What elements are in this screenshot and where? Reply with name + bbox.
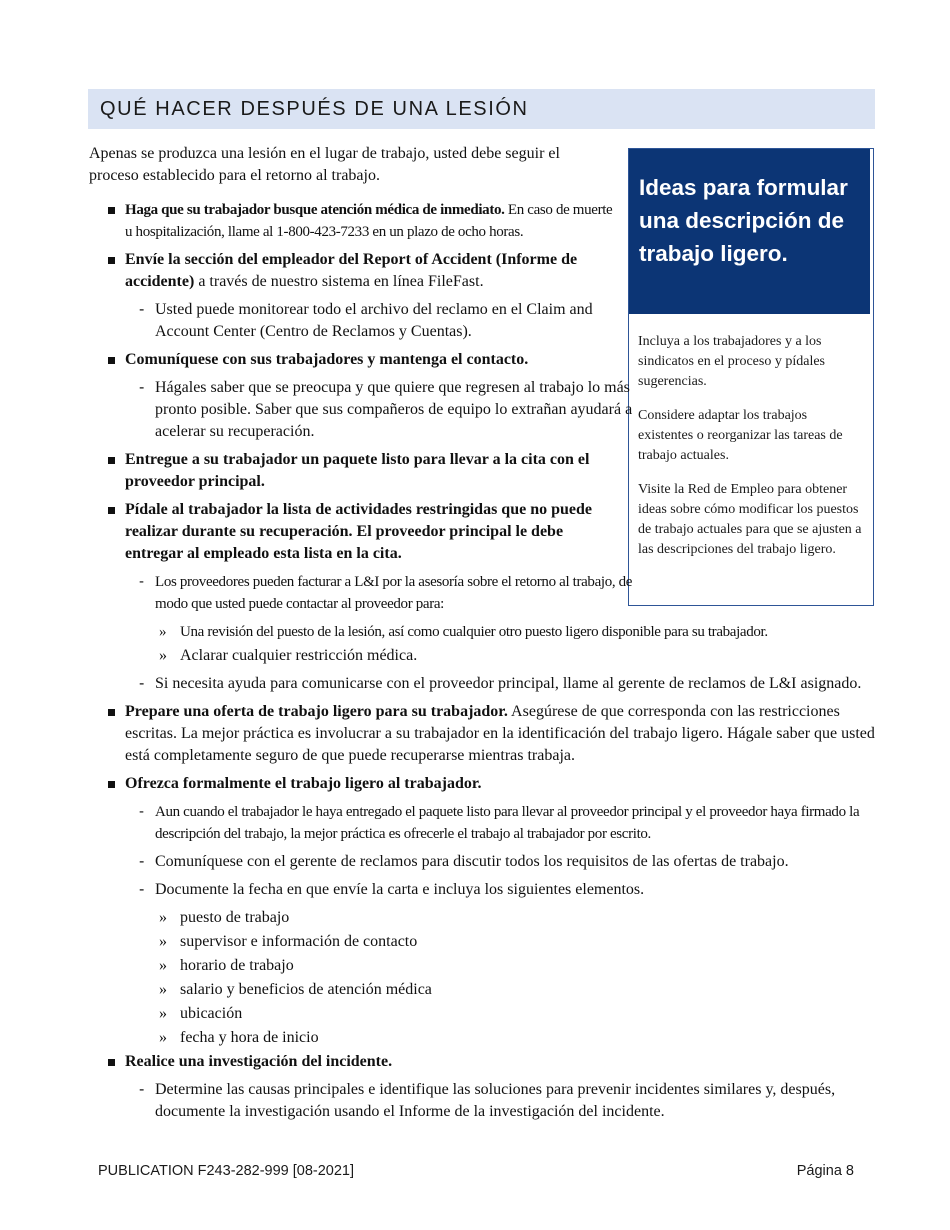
sub-sub-list-text: Aclarar cualquier restricción médica. <box>180 647 418 664</box>
sub-sub-list-text: salario y beneficios de atención médica <box>180 981 432 998</box>
sub-list-text: Los proveedores pueden facturar a L&I por la asesoría sobre el retorno al trabajo, de modo que usted puede contactar al proveedor para: <box>155 574 633 612</box>
list-item-bold: Haga que su trabajador busque atención médica de inmediato. <box>125 202 505 218</box>
page-number: Página 8 <box>796 1163 854 1179</box>
dash-icon: - <box>139 573 144 590</box>
dash-icon: - <box>139 803 144 820</box>
arrow-icon: » <box>159 1005 167 1022</box>
section-header <box>88 89 875 129</box>
list-item <box>105 1051 885 1073</box>
list-item <box>105 499 615 565</box>
arrow-icon: » <box>159 909 167 926</box>
arrow-icon: » <box>159 624 167 640</box>
list-item <box>105 773 885 795</box>
sub-sub-list-item <box>105 621 885 643</box>
list-item <box>105 249 615 293</box>
page-footer <box>98 1163 854 1179</box>
dash-icon: - <box>139 675 145 692</box>
sidebar-paragraph: Visite la Red de Empleo para obtener ideas sobre cómo modificar los puestos de trabajo actuales para que se ajusten a las descripciones del trabajo ligero. <box>638 482 862 557</box>
sub-list-item <box>105 571 645 615</box>
sub-sub-list-item <box>105 955 885 977</box>
bullet-icon <box>108 257 115 264</box>
list-item-bold: Realice una investigación del incidente. <box>125 1053 393 1070</box>
sub-list-text: Si necesita ayuda para comunicarse con el proveedor principal, llame al gerente de reclamos de L&I asignado. <box>155 675 862 692</box>
sub-list-text: Usted puede monitorear todo el archivo del reclamo en el Claim and Account Center (Centro de Reclamos y Cuentas). <box>155 301 593 340</box>
bullet-icon <box>108 507 115 514</box>
bullet-icon <box>108 207 115 214</box>
sub-list-text: Comuníquese con el gerente de reclamos para discutir todos los requisitos de las ofertas de trabajo. <box>155 853 789 870</box>
bullet-icon <box>108 781 115 788</box>
sub-sub-list-item <box>105 1003 885 1025</box>
sub-sub-list-text: puesto de trabajo <box>180 909 290 926</box>
bullet-icon <box>108 357 115 364</box>
list-item-bold: Entregue a su trabajador un paquete listo para llevar a la cita con el proveedor principal. <box>125 451 590 490</box>
dash-icon: - <box>139 379 145 396</box>
intro-paragraph: Apenas se produzca una lesión en el lugar de trabajo, usted debe seguir el proceso establecido para el retorno al trabajo. <box>89 145 560 184</box>
sub-list-item <box>105 377 645 443</box>
arrow-icon: » <box>159 933 167 950</box>
sidebar-paragraph: Considere adaptar los trabajos existentes o reorganizar las tareas de trabajo actuales. <box>638 408 843 463</box>
sub-sub-list-text: fecha y hora de inicio <box>180 1029 319 1046</box>
list-item <box>105 349 615 371</box>
sub-list-item <box>105 673 885 695</box>
sub-list-item <box>105 879 885 901</box>
bullet-icon <box>108 709 115 716</box>
list-item-bold: Prepare una oferta de trabajo ligero para su trabajador. <box>125 703 508 720</box>
list-item-text: En caso de muerte u hospitalización, llame al 1-800-423-7233 en un plazo de ocho horas. <box>125 202 613 240</box>
sub-list-text: Hágales saber que se preocupa y que quiere que regresen al trabajo lo más pronto posible. Saber que sus compañeros de equipo lo extrañan ayudará a acelerar su recuperación. <box>155 379 633 440</box>
dash-icon: - <box>139 301 145 318</box>
sub-sub-list-item <box>105 645 885 667</box>
list-item-bold: Ofrezca formalmente el trabajo ligero al trabajador. <box>125 775 482 792</box>
arrow-icon: » <box>159 1029 167 1046</box>
sub-sub-list-item <box>105 979 885 1001</box>
sub-list-item <box>105 299 645 343</box>
list-item <box>105 199 615 243</box>
arrow-icon: » <box>159 957 167 974</box>
bullet-icon <box>108 457 115 464</box>
sub-sub-list-text: horario de trabajo <box>180 957 294 974</box>
dash-icon: - <box>139 1081 145 1098</box>
sidebar-title: Ideas para formular una descripción de trabajo ligero. <box>639 175 848 266</box>
sub-list-text: Determine las causas principales e identifique las soluciones para prevenir incidentes similares y, después, documente la investigación usando el Informe de la investigación del incidente. <box>155 1081 836 1120</box>
list-item-bold: Envíe la sección del empleador del Report of Accident (Informe de accidente) <box>125 251 578 290</box>
section-title: QUÉ HACER DESPUÉS DE UNA LESIÓN <box>100 98 529 120</box>
sub-list-text: Documente la fecha en que envíe la carta e incluya los siguientes elementos. <box>155 881 645 898</box>
list-item-text: a través de nuestro sistema en línea FileFast. <box>194 273 484 290</box>
sub-sub-list-item <box>105 1027 885 1049</box>
bullet-icon <box>108 1059 115 1066</box>
publication-id: PUBLICATION F243-282-999 [08-2021] <box>98 1163 355 1179</box>
sub-list-item <box>105 1079 885 1123</box>
dash-icon: - <box>139 881 145 898</box>
list-item <box>105 701 885 767</box>
list-item <box>105 449 615 493</box>
sub-sub-list-text: Una revisión del puesto de la lesión, así como cualquier otro puesto ligero disponible para su trabajador. <box>180 624 768 640</box>
sidebar-paragraph: Incluya a los trabajadores y a los sindicatos en el proceso y pídales sugerencias. <box>638 334 826 389</box>
sub-sub-list-item <box>105 931 885 953</box>
sub-list-item <box>105 801 885 845</box>
dash-icon: - <box>139 853 145 870</box>
sub-list-item <box>105 851 885 873</box>
list-item-bold: Pídale al trabajador la lista de actividades restringidas que no puede realizar durante su recuperación. El proveedor principal le debe entregar al empleado esta lista en la cita. <box>125 501 592 562</box>
arrow-icon: » <box>159 647 167 664</box>
main-list <box>105 199 885 1129</box>
sub-sub-list-item <box>105 907 885 929</box>
sub-sub-list-text: supervisor e información de contacto <box>180 933 418 950</box>
list-item-text: Asegúrese de que corresponda con las restricciones escritas. La mejor práctica es involucrar a su trabajador en la identificación del trabajo ligero. Hágale saber que usted está completamente seguro de que puede recuperarse mientras trabaja. <box>125 703 875 764</box>
arrow-icon: » <box>159 981 167 998</box>
list-item-bold: Comuníquese con sus trabajadores y mantenga el contacto. <box>125 351 529 368</box>
sub-sub-list-text: ubicación <box>180 1005 243 1022</box>
sub-list-text: Aun cuando el trabajador le haya entregado el paquete listo para llevar al proveedor principal y el proveedor haya firmado la descripción del trabajo, la mejor práctica es ofrecerle el trabajo al trabajador por escrito. <box>155 804 860 842</box>
